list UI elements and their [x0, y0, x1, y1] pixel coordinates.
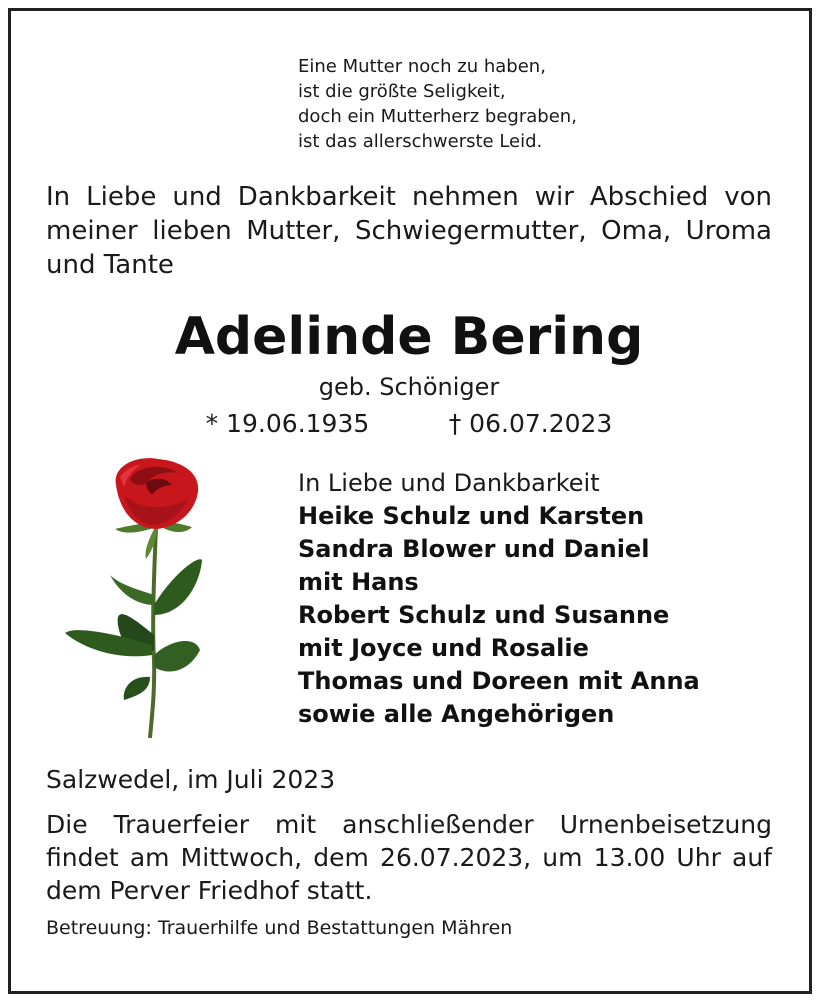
poem: [298, 54, 577, 154]
poem-line: ist das allerschwerste Leid.: [298, 131, 543, 152]
poem-line: doch ein Mutterherz begraben,: [298, 106, 577, 127]
mourner-line: Heike Schulz und Karsten: [298, 502, 645, 530]
mourner-line: mit Hans: [298, 568, 419, 596]
life-dates: [0, 407, 818, 441]
funeral-home: Betreuung: Trauerhilfe und Bestattungen Mähren: [46, 917, 513, 939]
farewell-intro: In Liebe und Dankbarkeit nehmen wir Abschied von meiner lieben Mutter, Schwiegermutter, Oma, Uroma und Tante: [46, 182, 772, 280]
mourner-line: mit Joyce und Rosalie: [298, 634, 589, 662]
mourner-line: sowie alle Angehörigen: [298, 700, 615, 728]
ceremony-info: Die Trauerfeier mit anschließender Urnenbeisetzung findet am Mittwoch, dem 26.07.2023, um 13.00 Uhr auf dem Perver Friedhof statt.: [46, 810, 772, 905]
mourners-block: [298, 466, 700, 731]
poem-line: Eine Mutter noch zu haben,: [298, 56, 546, 77]
birth-name: geb. Schöniger: [318, 373, 500, 401]
place-date: Salzwedel, im Juli 2023: [46, 765, 336, 794]
birth-date: * 19.06.1935: [205, 409, 370, 438]
mourner-line: Sandra Blower und Daniel: [298, 535, 650, 563]
poem-line: ist die größte Seligkeit,: [298, 81, 506, 102]
deceased-name: Adelinde Bering: [174, 307, 644, 367]
death-date: † 06.07.2023: [448, 409, 613, 438]
mourner-line: Thomas und Doreen mit Anna: [298, 667, 700, 695]
mourners-list: [298, 500, 700, 731]
red-rose-icon: [60, 455, 210, 740]
mourners-heading: In Liebe und Dankbarkeit: [298, 469, 600, 497]
mourner-line: Robert Schulz und Susanne: [298, 601, 670, 629]
